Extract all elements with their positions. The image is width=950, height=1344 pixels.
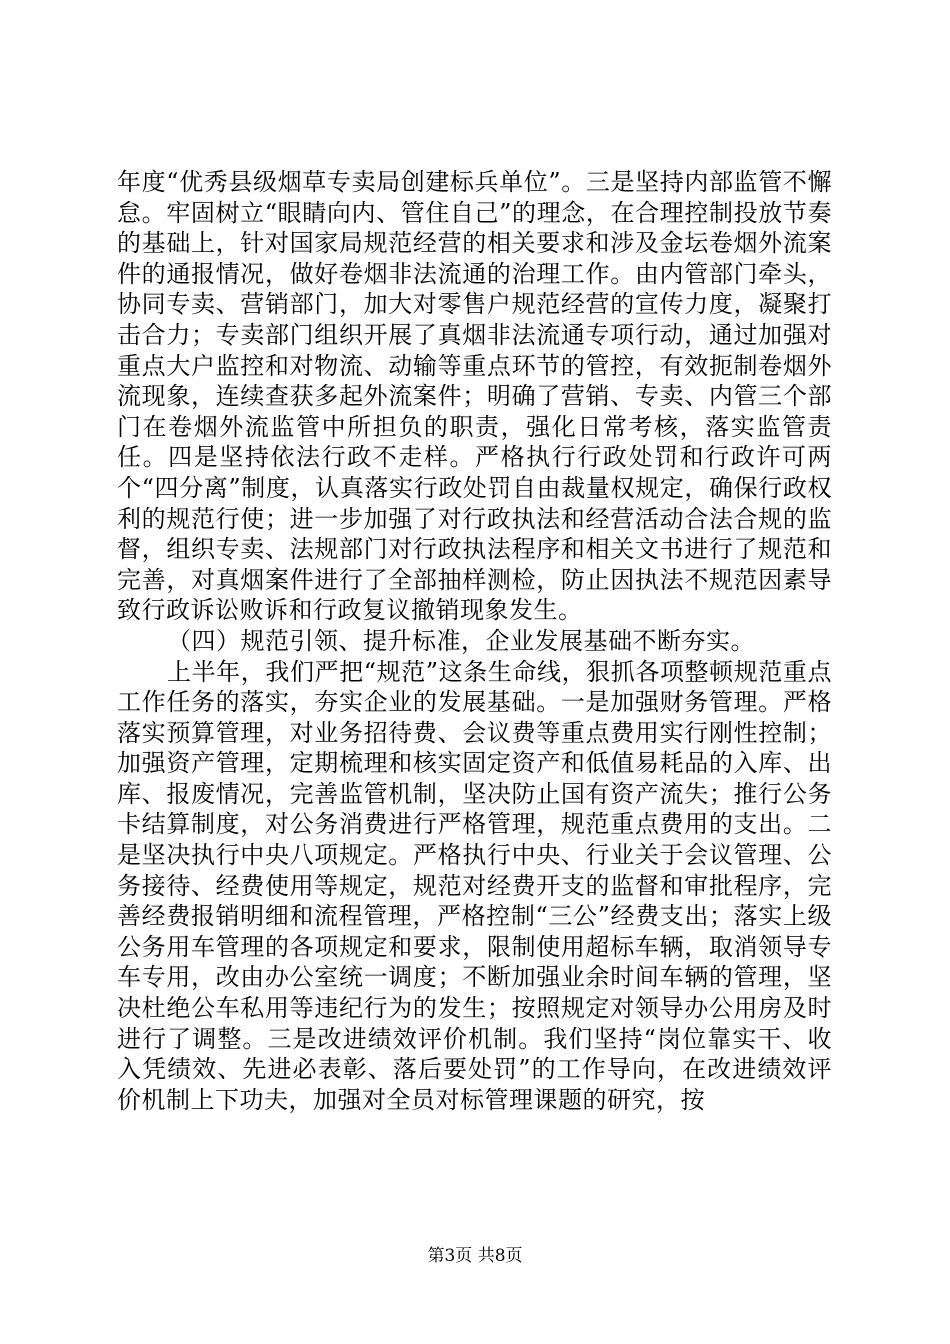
document-body [117,167,832,1115]
section-heading: （四）规范引领、提升标准，企业发展基础不断夯实。 [167,626,755,655]
paragraph-continuation: 年度“优秀县级烟草专卖局创建标兵单位”。三是坚持内部监管不懈怠。牢固树立“眼睛向内、管住自己”的理念，在合理控制投放节奏的基础上，针对国家局规范经营的相关要求和涉及金坛卷烟外流案件的通报情况，做好卷烟非法流通的治理工作。由内管部门牵头，协同专卖、营销部门，加大对零售户规范经营的宣传力度，凝聚打击合力；专卖部门组织开展了真烟非法流通专项行动，通过加强对重点大户监控和对物流、动输等重点环节的管控，有效扼制卷烟外流现象，连续查获多起外流案件；明确了营销、专卖、内管三个部门在卷烟外流监管中所担负的职责，强化日常考核，落实监管责任。四是坚持依法行政不走样。严格执行行政处罚和行政许可两个“四分离”制度，认真落实行政处罚自由裁量权规定，确保行政权利的规范行使；进一步加强了对行政执法和经营活动合法合规的监督，组织专卖、法规部门对行政执法程序和相关文书进行了规范和完善，对真烟案件进行了全部抽样测检，防止因执法不规范因素导致行政诉讼败诉和行政复议撤销现象发生。 [117,168,832,625]
paragraph-body: 上半年，我们严把“规范”这条生命线，狠抓各项整顿规范重点工作任务的落实，夯实企业的发展基础。一是加强财务管理。严格落实预算管理，对业务招待费、会议费等重点费用实行刚性控制；加强资产管理，定期梳理和核实固定资产和低值易耗品的入库、出库、报废情况，完善监管机制，坚决防止国有资产流失；推行公务卡结算制度，对公务消费进行严格管理，规范重点费用的支出。二是坚决执行中央八项规定。严格执行中央、行业关于会议管理、公务接待、经费使用等规定，规范对经费开支的监督和审批程序，完善经费报销明细和流程管理，严格控制“三公”经费支出；落实上级公务用车管理的各项规定和要求，限制使用超标车辆，取消领导专车专用，改由办公室统一调度；不断加强业余时间车辆的管理，坚决杜绝公车私用等违纪行为的发生；按照规定对领导办公用房及时进行了调整。三是改进绩效评价机制。我们坚持“岗位靠实干、收入凭绩效、先进必表彰、落后要处罚”的工作导向，在改进绩效评价机制上下功夫，加强对全员对标管理课题的研究，按 [117,657,832,1114]
page-footer: 第3页 共8页 [427,1246,523,1266]
